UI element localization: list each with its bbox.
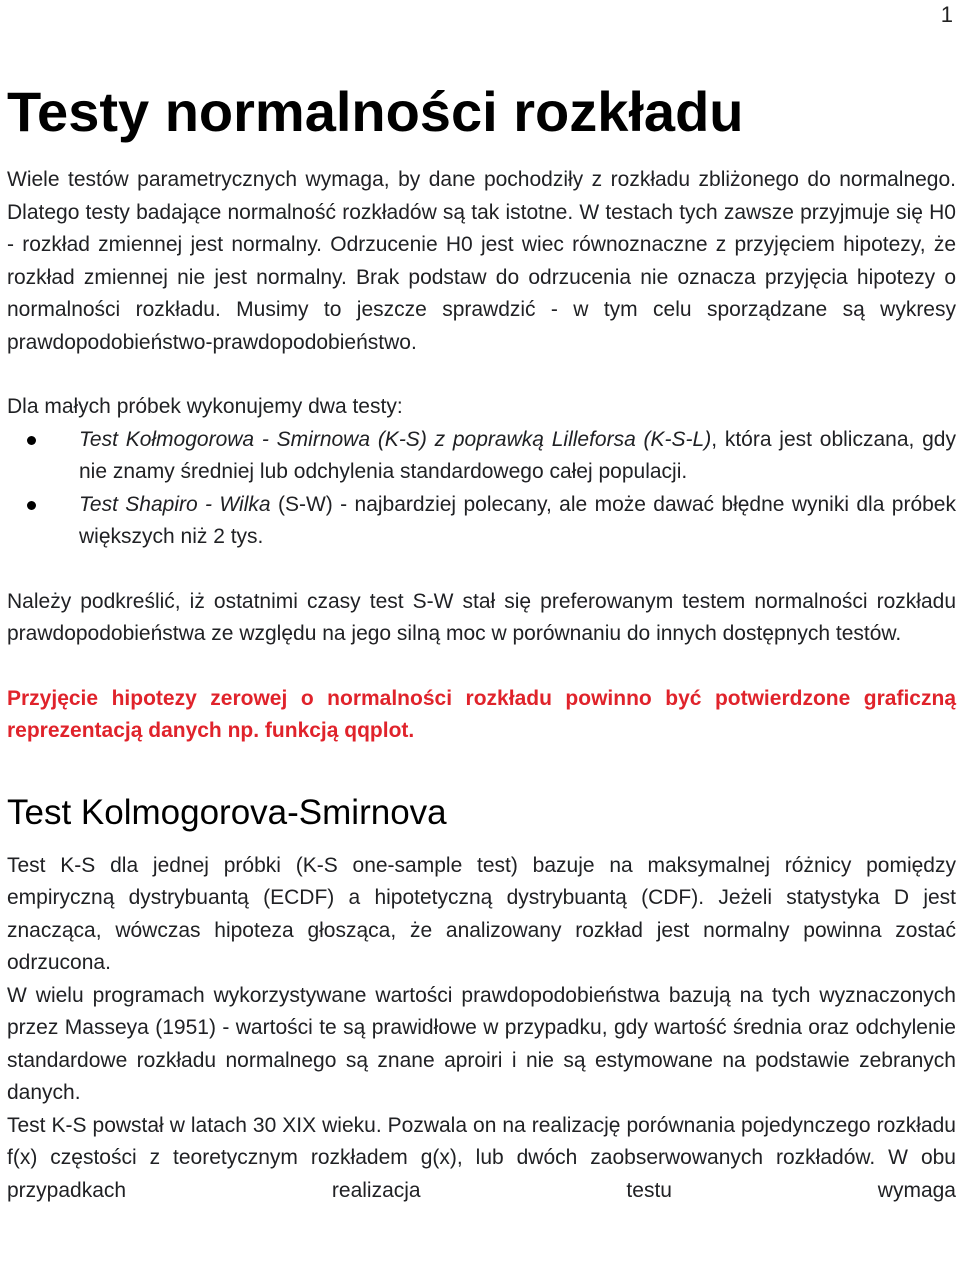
ks-paragraph-2: W wielu programach wykorzystywane wartości prawdopodobieństwa bazują na tych wyznaczonych przez Masseya (1951) - wartości te są prawidłowe w przypadku, gdy wartość średnia oraz odchylenie standardowe rozkładu normalnego są znane aproiri i nie są estymowane na podstawie zebranych danych. <box>7 983 956 1104</box>
qqplot-warning: Przyjęcie hipotezy zerowej o normalności rozkładu powinno być potwierdzone graficzną reprezentacją danych np. funkcją qqplot. <box>7 686 956 742</box>
document-body <box>7 74 956 1207</box>
test-name: Test Shapiro - Wilka <box>79 492 271 516</box>
test-description: , która jest obliczana, gdy nie znamy średniej lub odchylenia standardowego całej populacji. <box>79 427 956 483</box>
page-number: 1 <box>940 2 953 27</box>
test-name: Test Kołmogorowa - Smirnowa (K-S) z poprawką Lilleforsa (K-S-L) <box>79 427 712 451</box>
sw-note-paragraph: Należy podkreślić, iż ostatnimi czasy test S-W stał się preferowanym testem normalności rozkładu prawdopodobieństwa ze względu na jego silną moc w porównaniu do innych dostępnych testów. <box>7 589 956 645</box>
ks-paragraph-1: Test K-S dla jednej próbki (K-S one-sample test) bazuje na maksymalnej różnicy pomiędzy empiryczną dystrybuantą (ECDF) a hipotetyczną dystrybuantą (CDF). Jeżeli statystyka D jest znacząca, wówczas hipoteza głosząca, że analizowany rozkład jest normalny powinna zostać odrzucona. <box>7 853 956 974</box>
section-title: Test Kolmogorova-Smirnova <box>7 792 447 832</box>
tests-list <box>7 424 956 554</box>
small-samples-heading: Dla małych próbek wykonujemy dwa testy: <box>7 395 403 418</box>
page-title: Testy normalności rozkładu <box>7 80 744 143</box>
bullet-icon <box>27 436 36 445</box>
intro-paragraph: Wiele testów parametrycznych wymaga, by dane pochodziły z rozkładu zbliżonego do normalnego. Dlatego testy badające normalność rozkładów są tak istotne. W testach tych zawsze przyjmuje się H0 - rozkład zmiennej jest normalny. Odrzucenie H0 jest wiec równoznaczne z przyjęciem hipotezy, że rozkład zmiennej nie jest normalny. Brak podstaw do odrzucenia nie oznacza przyjęcia hipotezy o normalności rozkładu. Musimy to jeszcze sprawdzić - w tym celu sporządzane są wykresy prawdopodobieństwo-prawdopodobieństwo. <box>7 168 956 354</box>
bullet-icon <box>27 501 36 510</box>
list-item <box>7 424 956 489</box>
ks-paragraph-3: Test K-S powstał w latach 30 XIX wieku. Pozwala on na realizację porównania pojedynczego rozkładu f(x) częstości z teoretycznym rozkładem g(x), lub dwóch zaobserwowanych rozkładów. W obu przypadkach realizacja testu wymaga <box>7 1113 956 1202</box>
test-description: (S-W) - najbardziej polecany, ale może dawać błędne wyniki dla próbek większych niż 2 tys. <box>79 492 956 548</box>
list-item <box>7 489 956 554</box>
